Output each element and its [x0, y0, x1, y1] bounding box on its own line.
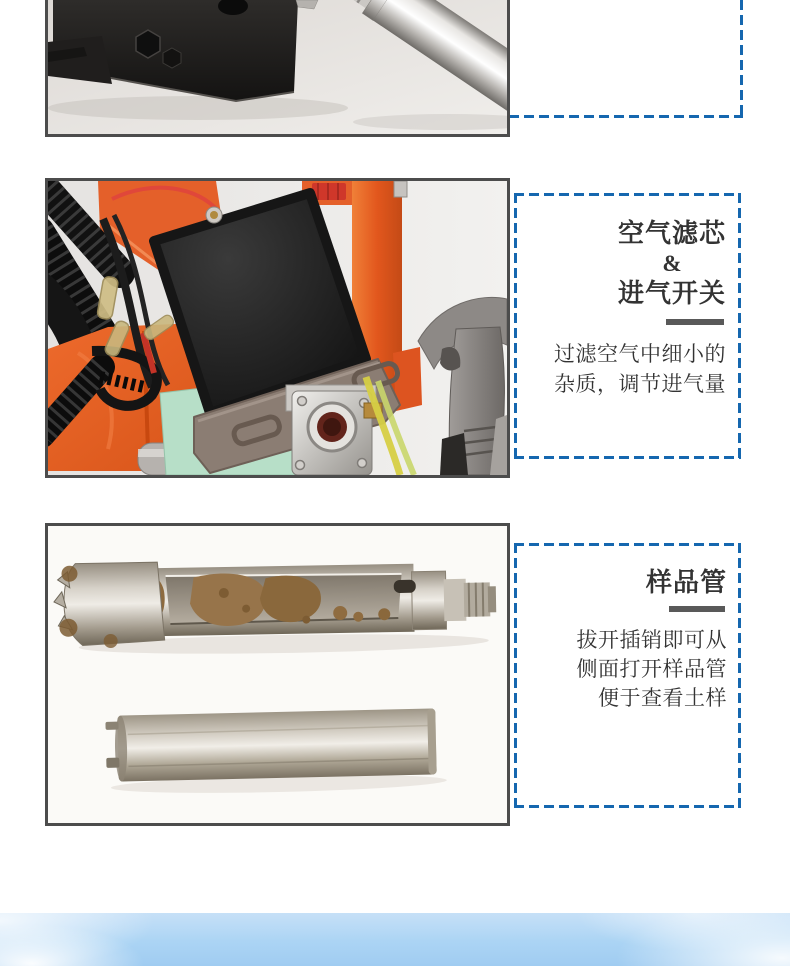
- dashed-box-top-bottom-edge: [509, 115, 743, 118]
- sample-tube-desc-line2: 侧面打开样品管: [576, 657, 727, 681]
- air-filter-desc-line2: 杂质，调节进气量: [554, 372, 726, 396]
- product-photo-bracket-and-rod: [45, 0, 510, 137]
- air-filter-text-panel: [514, 193, 741, 399]
- air-filter-title-amp: &: [662, 251, 682, 276]
- sample-tube-title: [646, 568, 727, 612]
- product-photo-sample-tubes: [45, 523, 510, 826]
- sample-tube-desc-line3: 便于查看土样: [598, 686, 727, 710]
- bracket-rod-illustration: [48, 0, 507, 134]
- product-photo-air-filter: [45, 178, 510, 478]
- air-filter-title-line1: 空气滤芯: [617, 219, 726, 248]
- dashed-box-top-right-edge: [740, 0, 743, 118]
- sample-tube-description: [514, 626, 727, 713]
- air-filter-title: [618, 219, 726, 325]
- sample-tube-text-panel: [514, 543, 741, 713]
- air-filter-description: [514, 339, 726, 399]
- air-filter-illustration: [48, 181, 507, 475]
- sample-tubes-illustration: [48, 526, 507, 823]
- sample-tube-title-line: 样品管: [645, 568, 727, 597]
- air-filter-desc-line1: 过滤空气中细小的: [554, 342, 726, 366]
- air-filter-title-line2: 进气开关: [617, 279, 726, 308]
- title-divider: [669, 606, 725, 612]
- title-divider: [666, 319, 724, 325]
- sample-tube-desc-line1: 拔开插销即可从: [576, 628, 727, 652]
- sky-footer-banner: [0, 913, 790, 966]
